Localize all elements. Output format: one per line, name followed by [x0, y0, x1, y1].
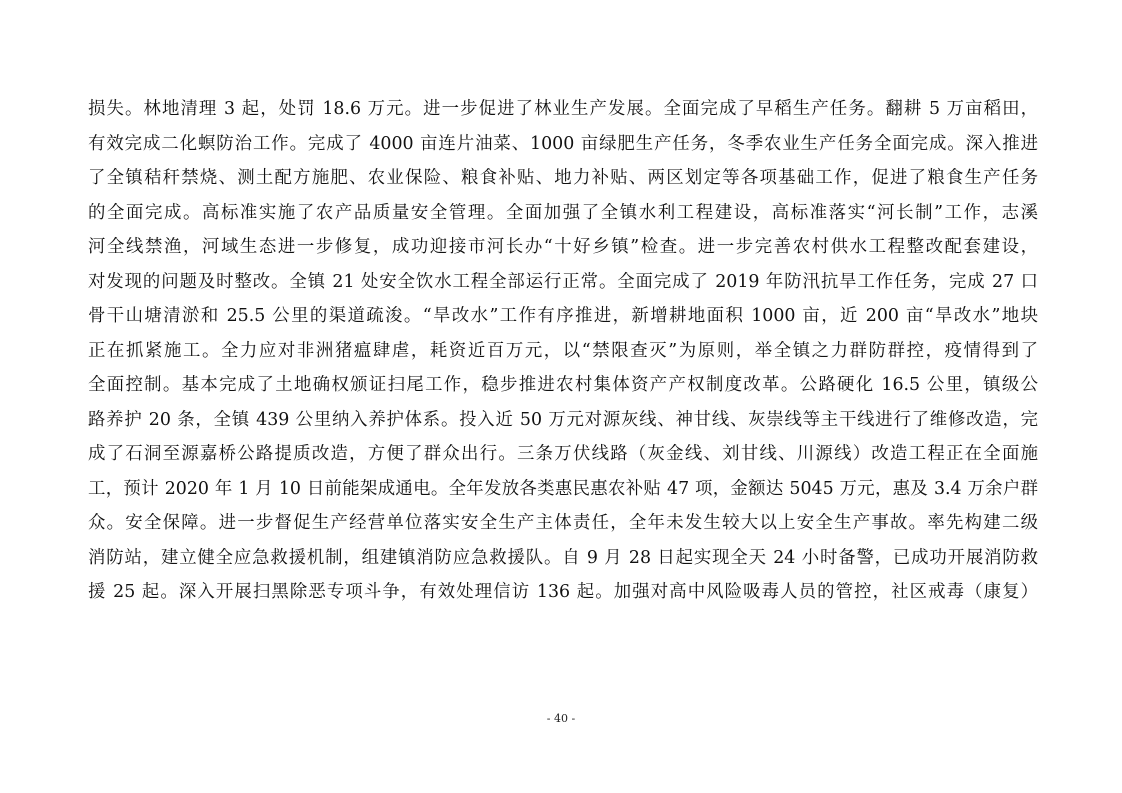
text-line: 路养护 20 条，全镇 439 公里纳入养护体系。投入近 50 万元对源灰线、神甘线、灰崇线等主干线进行了维修改造，完: [88, 409, 1038, 430]
text-line: 损失。林地清理 3 起，处罚 18.6 万元。进一步促进了林业生产发展。全面完成了早稻生产任务。翻耕 5 万亩稻田，: [88, 99, 1038, 119]
text-line: 了全镇秸秆禁烧、测土配方施肥、农业保险、粮食补贴、地力补贴、两区划定等各项基础工作，促进了粮食生产任务: [88, 168, 1038, 188]
text-line: 河全线禁渔，河域生态进一步修复，成功迎接市河长办“十好乡镇”检查。进一步完善农村供水工程整改配套建设，: [88, 237, 1038, 257]
text-line: 成了石洞至源嘉桥公路提质改造，方便了群众出行。三条万伏线路（灰金线、刘甘线、川源线）改造工程正在全面施: [88, 444, 1038, 464]
text-line: 正在抓紧施工。全力应对非洲猪瘟肆虐，耗资近百万元，以“禁限查灭”为原则，举全镇之力群防群控，疫情得到了: [88, 340, 1038, 361]
text-line: 众。安全保障。进一步督促生产经营单位落实安全生产主体责任，全年未发生较大以上安全生产事故。率先构建二级: [88, 513, 1038, 533]
text-line: 的全面完成。高标准实施了农产品质量安全管理。全面加强了全镇水利工程建设，高标准落实“河长制”工作，志溪: [88, 202, 1038, 223]
text-line: 消防站，建立健全应急救援机制，组建镇消防应急救援队。自 9 月 28 日起实现全天 24 小时备警，已成功开展消防救: [88, 547, 1038, 568]
text-line: 援 25 起。深入开展扫黑除恶专项斗争，有效处理信访 136 起。加强对高中风险吸毒人员的管控，社区戒毒（康复）: [88, 582, 1038, 602]
text-line: 工，预计 2020 年 1 月 10 日前能架成通电。全年发放各类惠民惠农补贴 47 项，金额达 5045 万元，惠及 3.4 万余户群: [88, 478, 1038, 499]
page-number: - 40 -: [546, 712, 576, 725]
text-line: 骨干山塘清淤和 25.5 公里的渠道疏浚。“旱改水”工作有序推进，新增耕地面积 1000 亩，近 200 亩“旱改水”地块: [88, 306, 1038, 326]
text-line: 全面控制。基本完成了土地确权颁证扫尾工作，稳步推进农村集体资产产权制度改革。公路硬化 16.5 公里，镇级公: [88, 375, 1038, 395]
text-line: 有效完成二化螟防治工作。完成了 4000 亩连片油菜、1000 亩绿肥生产任务，冬季农业生产任务全面完成。深入推进: [88, 133, 1038, 154]
body-paragraph: [88, 92, 1038, 610]
text-line: 对发现的问题及时整改。全镇 21 处安全饮水工程全部运行正常。全面完成了 2019 年防汛抗旱工作任务，完成 27 口: [88, 271, 1038, 292]
